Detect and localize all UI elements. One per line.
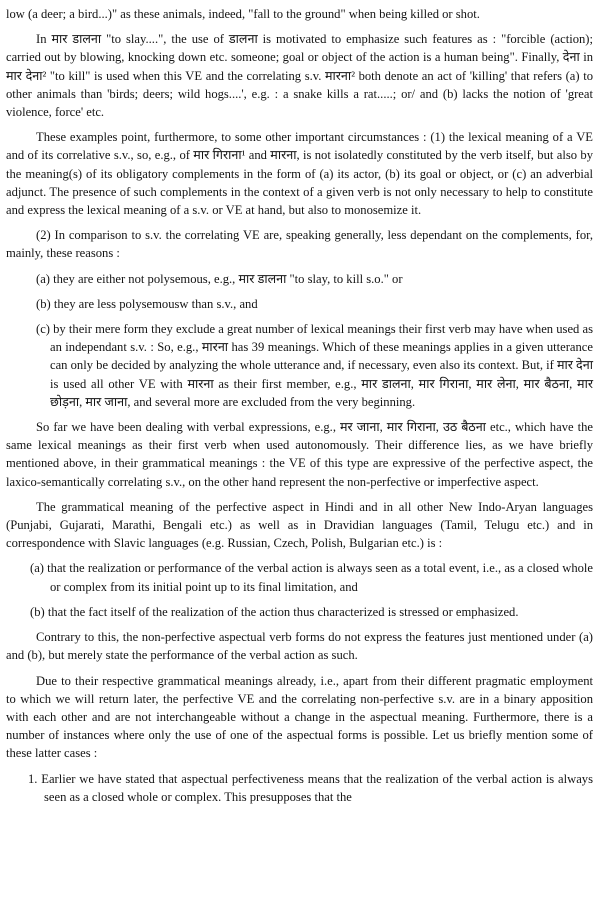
paragraph: low (a deer; a bird...)" as these animals, indeed, "fall to the ground" when being killed or shot.: [6, 7, 480, 21]
list-item: (a) they are either not polysemous, e.g., मार डालना "to slay, to kill s.o." or: [36, 271, 403, 286]
list-item: (a) that the realization or performance of the verbal action is always seen as a total event, i.e., as a closed whole or complex from its initial point up to its final limitation, and: [30, 561, 593, 594]
paragraph: Due to their respective grammatical meanings already, i.e., apart from their different pragmatic employment to which we will return later, the perfective VE and the correlating non-perfective s.v. are in a binary apposition with each other and are not interchangeable without a change in the aspectual meaning. Furthermore, there is a number of instances where only the use of one of the aspectual forms is possible. Let us briefly mention some of these latter cases :: [6, 673, 593, 761]
paragraph: These examples point, furthermore, to some other important circumstances : (1) the lexical meaning of a VE and of its correlative s.v., so, e.g., of मार गिराना¹ and मारना, is not isolatedly constituted by the verb itself, but also by the meaning(s) of its obligatory complements in the form of (a) its actor, (b) its goal or object, or (c) an adverbial adjunct. The presence of such complements in the context of a given verb is not only necessary to help to constitute and express the lexical meaning of a s.v. or VE at hand, but also to monosemize it.: [6, 130, 593, 218]
paragraph: In मार डालना "to slay....", the use of डालना is motivated to emphasize such features as : "forcible (action); carried out by blowing, knocking down etc. someone; goal or object of the action is a human being". Finally, देना in मार देना² "to kill" is used when this VE and the correlating s.v. मारना² both denote an act of 'killing' that refers (a) to other animals than 'birds; deers; wild hogs....', e.g. : a snake kills a rat.....; or/ and (b) lacks the notion of 'great violence, force' etc.: [6, 32, 593, 120]
list-item: (b) that the fact itself of the realization of the action thus characterized is stressed or emphasized.: [30, 604, 519, 619]
paragraph: Contrary to this, the non-perfective aspectual verb forms do not express the features just mentioned under (a) and (b), but merely state the performance of the verbal action as such.: [6, 630, 593, 663]
list-item: (b) they are less polysemousw than s.v., and: [36, 296, 258, 311]
list-item: (c) by their mere form they exclude a great number of lexical meanings their first verb may have when used as an independant s.v. : So, e.g., मारना has 39 meanings. Which of these meanings applies in a given utterance can only be decided by analyzing the whole utterance and, if necessary, even also its context. But, if मार देना is used all other VE with मारना as their first member, e.g., मार डालना, मार गिराना, मार लेना, मार बैठना, मार छोड़ना, मार जाना, and several more are excluded from the very beginning.: [36, 322, 593, 409]
paragraph: (2) In comparison to s.v. the correlating VE are, speaking generally, less dependant on the complements, for, mainly, these reasons :: [6, 228, 593, 261]
paragraph: The grammatical meaning of the perfective aspect in Hindi and in all other New Indo-Aryan languages (Punjabi, Gujarati, Marathi, Bengali etc.) as well as in Dravidian languages (Tamil, Telugu etc.) and in correspondence with Slavic languages (e.g. Russian, Czech, Polish, Bulgarian etc.) is :: [6, 499, 593, 551]
numbered-item: 1. Earlier we have stated that aspectual perfectiveness means that the realization of the verbal action is always seen as a closed whole or complex. This presupposes that the: [28, 771, 593, 804]
paragraph: So far we have been dealing with verbal expressions, e.g., मर जाना, मार गिराना, उठ बैठना etc., which have the same lexical meanings as their first verb when used autonomously. Their difference lies, as we have briefly mentioned above, in their grammatical meanings : the VE of this type are expressive of the perfective aspect, the laxico-semantically correlating s.v., on the other hand represent the non-perfective or imperfective aspect.: [6, 420, 593, 489]
